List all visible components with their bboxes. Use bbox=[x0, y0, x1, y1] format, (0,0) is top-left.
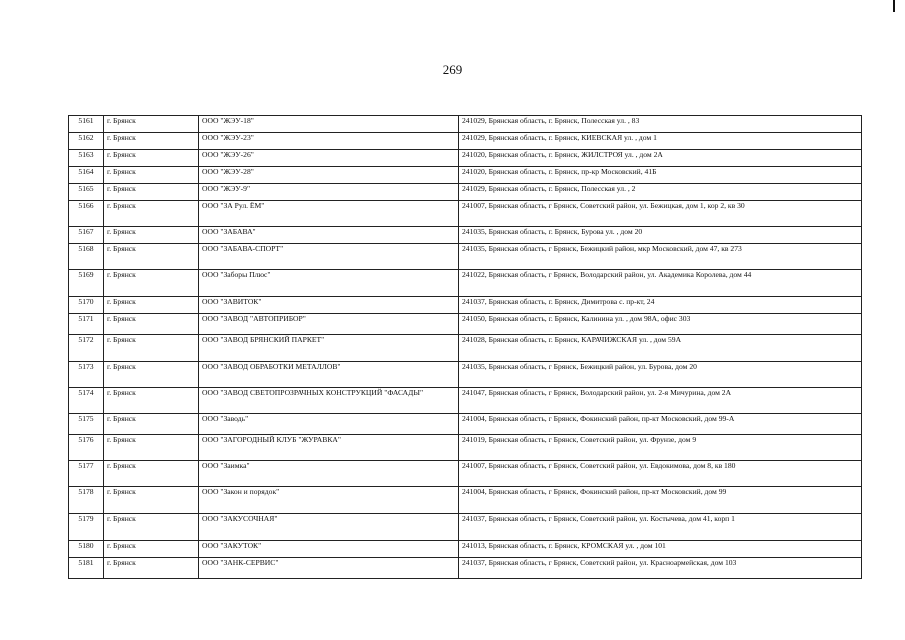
row-address: 241004, Брянская область, г Брянск, Фокинский район, пр-кт Московский, дом 99 bbox=[459, 487, 862, 514]
table-row bbox=[69, 541, 862, 558]
row-city: г. Брянск bbox=[104, 558, 199, 579]
table-row bbox=[69, 414, 862, 435]
table-row bbox=[69, 314, 862, 335]
row-city: г. Брянск bbox=[104, 362, 199, 388]
table-row bbox=[69, 558, 862, 579]
row-city: г. Брянск bbox=[104, 201, 199, 227]
row-number: 5174 bbox=[69, 388, 104, 414]
row-city: г. Брянск bbox=[104, 461, 199, 487]
table-row bbox=[69, 297, 862, 314]
page-number: 269 bbox=[442, 62, 463, 77]
row-address: 241020, Брянская область, г. Брянск, пр-кр Московский, 41Б bbox=[459, 167, 862, 184]
row-address: 241007, Брянская область, г Брянск, Советский район, ул. Евдокимова, дом 8, кв 180 bbox=[459, 461, 862, 487]
row-organization: ООО "ЗАКУСОЧНАЯ" bbox=[199, 514, 459, 541]
row-city: г. Брянск bbox=[104, 227, 199, 244]
row-city: г. Брянск bbox=[104, 116, 199, 133]
row-address: 241029, Брянская область, г. Брянск, Полесская ул. , 2 bbox=[459, 184, 862, 201]
row-city: г. Брянск bbox=[104, 335, 199, 362]
row-city: г. Брянск bbox=[104, 314, 199, 335]
row-number: 5168 bbox=[69, 244, 104, 270]
row-organization: ООО "ЗАКУТОК" bbox=[199, 541, 459, 558]
row-city: г. Брянск bbox=[104, 541, 199, 558]
row-number: 5165 bbox=[69, 184, 104, 201]
row-number: 5169 bbox=[69, 270, 104, 297]
table-row bbox=[69, 116, 862, 133]
row-city: г. Брянск bbox=[104, 514, 199, 541]
row-organization: ООО "ЗАГОРОДНЫЙ КЛУБ "ЖУРАВКА" bbox=[199, 435, 459, 461]
row-organization: ООО "Заводь" bbox=[199, 414, 459, 435]
row-organization: ООО "ЗА Рул. ЁМ" bbox=[199, 201, 459, 227]
row-address: 241028, Брянская область, г. Брянск, КАРАЧИЖСКАЯ ул. , дом 59А bbox=[459, 335, 862, 362]
row-address: 241047, Брянская область, г Брянск, Володарский район, ул. 2-я Мичурина, дом 2А bbox=[459, 388, 862, 414]
row-city: г. Брянск bbox=[104, 435, 199, 461]
row-number: 5164 bbox=[69, 167, 104, 184]
row-number: 5179 bbox=[69, 514, 104, 541]
row-address: 241029, Брянская область, г. Брянск, КИЕВСКАЯ ул. , дом 1 bbox=[459, 133, 862, 150]
row-city: г. Брянск bbox=[104, 167, 199, 184]
table-row bbox=[69, 388, 862, 414]
row-number: 5172 bbox=[69, 335, 104, 362]
table-row bbox=[69, 514, 862, 541]
row-organization: ООО "ЗАНК-СЕРВИС" bbox=[199, 558, 459, 579]
table-row bbox=[69, 435, 862, 461]
row-address: 241029, Брянская область, г. Брянск, Полесская ул. , 83 bbox=[459, 116, 862, 133]
row-city: г. Брянск bbox=[104, 414, 199, 435]
row-address: 241020, Брянская область, г. Брянск, ЖИЛСТРОЯ ул. , дом 2А bbox=[459, 150, 862, 167]
row-address: 241037, Брянская область, г Брянск, Советский район, ул. Костычева, дом 41, корп 1 bbox=[459, 514, 862, 541]
row-address: 241035, Брянская область, г. Брянск, Бурова ул. , дом 20 bbox=[459, 227, 862, 244]
row-address: 241037, Брянская область, г. Брянск, Димитрова с. пр-кт, 24 bbox=[459, 297, 862, 314]
row-number: 5161 bbox=[69, 116, 104, 133]
table-row bbox=[69, 244, 862, 270]
table-row bbox=[69, 362, 862, 388]
row-number: 5180 bbox=[69, 541, 104, 558]
table-row bbox=[69, 150, 862, 167]
row-number: 5175 bbox=[69, 414, 104, 435]
row-organization: ООО "ЗАВОД БРЯНСКИЙ ПАРКЕТ" bbox=[199, 335, 459, 362]
row-address: 241035, Брянская область, г Брянск, Бежицкий район, ул. Бурова, дом 20 bbox=[459, 362, 862, 388]
row-organization: ООО "ЖЭУ-28" bbox=[199, 167, 459, 184]
row-organization: ООО "ЖЭУ-26" bbox=[199, 150, 459, 167]
row-number: 5177 bbox=[69, 461, 104, 487]
row-number: 5166 bbox=[69, 201, 104, 227]
table-row bbox=[69, 270, 862, 297]
row-city: г. Брянск bbox=[104, 244, 199, 270]
row-city: г. Брянск bbox=[104, 184, 199, 201]
table-row bbox=[69, 133, 862, 150]
row-organization: ООО "Заборы Плюс" bbox=[199, 270, 459, 297]
table-row bbox=[69, 184, 862, 201]
row-organization: ООО "ЗАВИТОК" bbox=[199, 297, 459, 314]
row-organization: ООО "ЗАВОД СВЕТОПРОЗРАЧНЫХ КОНСТРУКЦИЙ "ФАСАДЫ" bbox=[199, 388, 459, 414]
row-city: г. Брянск bbox=[104, 150, 199, 167]
row-city: г. Брянск bbox=[104, 297, 199, 314]
row-organization: ООО "ЗАБАВА-СПОРТ" bbox=[199, 244, 459, 270]
organization-registry-table bbox=[68, 115, 862, 579]
row-number: 5163 bbox=[69, 150, 104, 167]
table-row bbox=[69, 487, 862, 514]
page-edge-mark bbox=[893, 0, 895, 12]
row-organization: ООО "ЖЭУ-23" bbox=[199, 133, 459, 150]
table-row bbox=[69, 167, 862, 184]
table-row bbox=[69, 461, 862, 487]
row-number: 5176 bbox=[69, 435, 104, 461]
table-row bbox=[69, 201, 862, 227]
row-organization: ООО "ЖЭУ-18" bbox=[199, 116, 459, 133]
row-address: 241004, Брянская область, г Брянск, Фокинский район, пр-кт Московский, дом 99-А bbox=[459, 414, 862, 435]
row-number: 5167 bbox=[69, 227, 104, 244]
row-city: г. Брянск bbox=[104, 133, 199, 150]
row-organization: ООО "ЗАВОД "АВТОПРИБОР" bbox=[199, 314, 459, 335]
row-number: 5171 bbox=[69, 314, 104, 335]
row-organization: ООО "ЗАБАВА" bbox=[199, 227, 459, 244]
row-city: г. Брянск bbox=[104, 270, 199, 297]
row-address: 241013, Брянская область, г. Брянск, КРОМСКАЯ ул. , дом 101 bbox=[459, 541, 862, 558]
table-row bbox=[69, 227, 862, 244]
row-city: г. Брянск bbox=[104, 388, 199, 414]
row-number: 5162 bbox=[69, 133, 104, 150]
row-address: 241050, Брянская область, г. Брянск, Калинина ул. , дом 98А, офис 303 bbox=[459, 314, 862, 335]
row-organization: ООО "Заимка" bbox=[199, 461, 459, 487]
row-address: 241019, Брянская область, г Брянск, Советский район, ул. Фрунзе, дом 9 bbox=[459, 435, 862, 461]
row-number: 5173 bbox=[69, 362, 104, 388]
row-number: 5181 bbox=[69, 558, 104, 579]
row-city: г. Брянск bbox=[104, 487, 199, 514]
row-organization: ООО "ЗАВОД ОБРАБОТКИ МЕТАЛЛОВ" bbox=[199, 362, 459, 388]
table-row bbox=[69, 335, 862, 362]
row-number: 5178 bbox=[69, 487, 104, 514]
row-address: 241007, Брянская область, г Брянск, Советский район, ул. Бежицкая, дом 1, кор 2, кв 30 bbox=[459, 201, 862, 227]
row-address: 241037, Брянская область, г Брянск, Советский район, ул. Красноармейская, дом 103 bbox=[459, 558, 862, 579]
row-organization: ООО "Закон и порядок" bbox=[199, 487, 459, 514]
row-address: 241035, Брянская область, г Брянск, Бежицкий район, мкр Московский, дом 47, кв 273 bbox=[459, 244, 862, 270]
row-address: 241022, Брянская область, г Брянск, Володарский район, ул. Академика Королева, дом 44 bbox=[459, 270, 862, 297]
row-organization: ООО "ЖЭУ-9" bbox=[199, 184, 459, 201]
row-number: 5170 bbox=[69, 297, 104, 314]
